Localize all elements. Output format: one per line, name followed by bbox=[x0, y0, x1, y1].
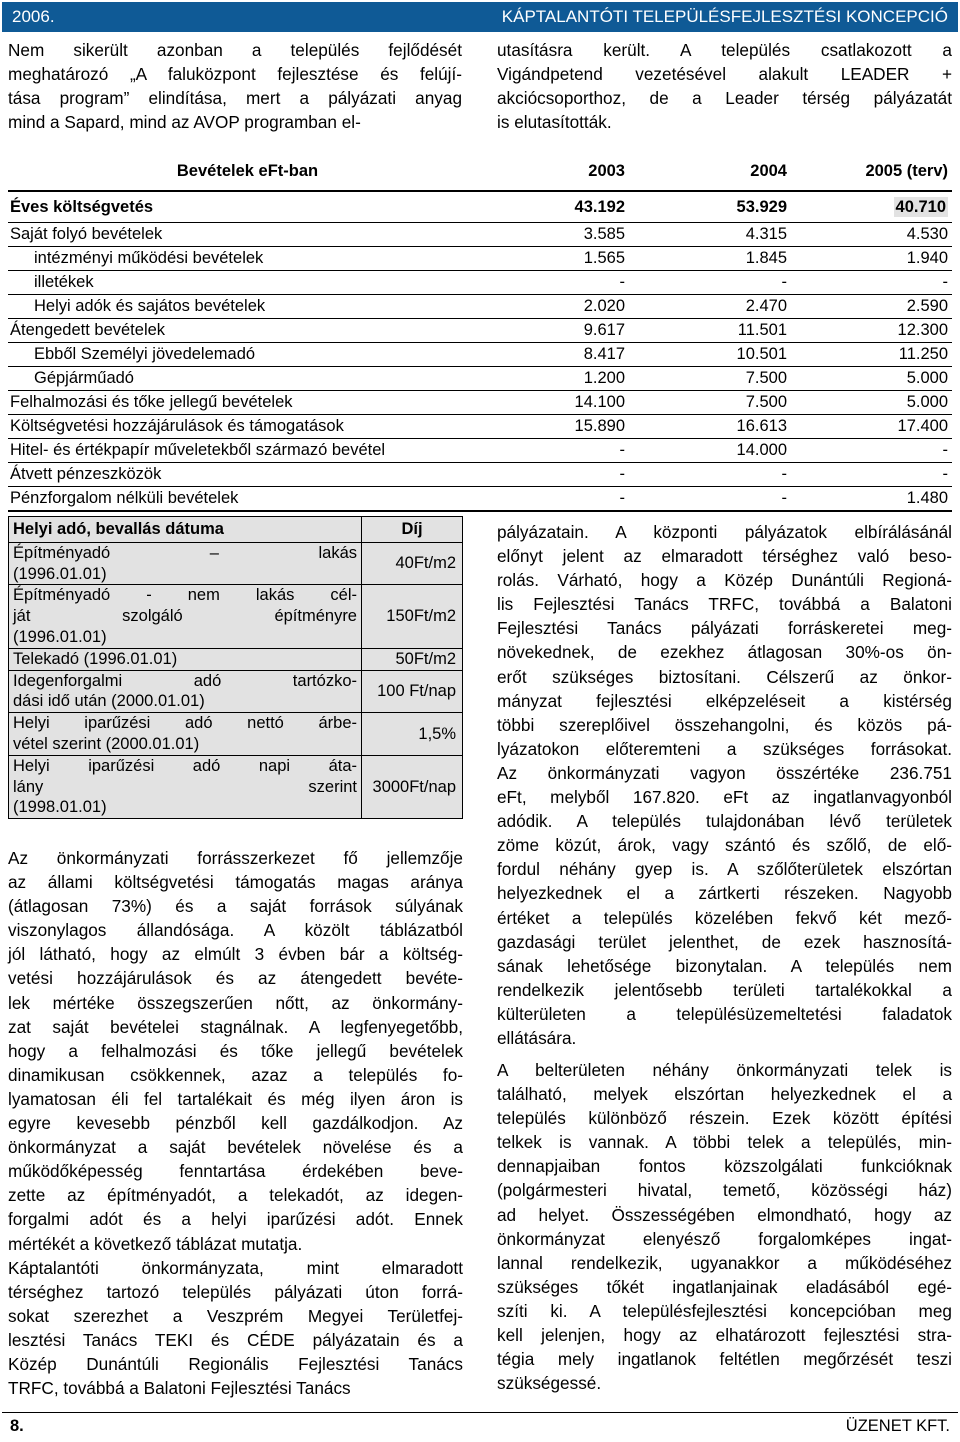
text-line: térséghez tartozó település pályázati úton forrá- bbox=[8, 1281, 463, 1302]
header-2005: 2005 (terv) bbox=[793, 152, 952, 191]
text-line: erőt szükséges biztosítani. Célszerű az önkor- bbox=[497, 666, 952, 687]
tax-name bbox=[9, 670, 362, 713]
text-line: viszonylagos állandósága. A közölt táblázatból bbox=[8, 920, 463, 941]
text-line: forgalmi adót és a helyi iparűzési adót. Ennek bbox=[8, 1209, 463, 1230]
text-line: szükségessé. bbox=[497, 1373, 602, 1394]
text-line: működőképesség fenntartása érdekében beve- bbox=[8, 1161, 463, 1182]
text-line: Káptalantóti önkormányzata, mint elmaradott bbox=[8, 1257, 463, 1278]
text-line: többi szereplőivel összehangolni, és közös pá- bbox=[497, 714, 952, 735]
text-line: zat saját bevételei stagnálnak. A legfenyegetőbb, bbox=[8, 1016, 463, 1037]
intro-left-paragraph bbox=[8, 38, 462, 134]
value-2004: 11.501 bbox=[631, 319, 793, 343]
tax-fee: 1,5% bbox=[362, 713, 463, 756]
publisher: ÜZENET KFT. bbox=[845, 1416, 950, 1435]
tax-row bbox=[9, 713, 463, 756]
tax-header-name: Helyi adó, bevallás dátuma bbox=[9, 517, 362, 543]
row-label: Ebből Személyi jövedelemadó bbox=[8, 343, 437, 367]
value-2005: 4.530 bbox=[793, 223, 952, 247]
value-2005: 5.000 bbox=[793, 367, 952, 391]
value-2005: 11.250 bbox=[793, 343, 952, 367]
revenue-total-row bbox=[8, 191, 952, 223]
text-line: szíti ki. A településfejlesztési koncepcióban meg bbox=[497, 1300, 952, 1321]
tax-name bbox=[9, 542, 362, 585]
row-label: Átvett pénzeszközök bbox=[8, 463, 437, 487]
value-2003: 8.417 bbox=[437, 343, 631, 367]
row-label: illetékek bbox=[8, 271, 437, 295]
value-2003: - bbox=[437, 439, 631, 463]
text-line: (átlagosan 73%) és a saját források súlyának bbox=[8, 896, 463, 917]
value-2005: 1.480 bbox=[793, 487, 952, 512]
row-label: Pénzforgalom nélküli bevételek bbox=[8, 487, 437, 512]
text-line: önkormányzat elenyésző forgalomképes ingat- bbox=[497, 1228, 952, 1249]
text-line: növekednek, de ezekhez átlagosan 30%-os ön- bbox=[497, 642, 952, 663]
text-line: Az önkormányzati forrásszerkezet fő jellemzője bbox=[8, 848, 463, 868]
page-footer bbox=[2, 1412, 958, 1439]
text-line: vetési hozzájárulások és az átengedett bevéte- bbox=[8, 968, 463, 989]
text-line: szükséges tőkét ingatlanjainak eladásából egé- bbox=[497, 1276, 952, 1297]
text-line: tégia mely ingatlanok feltétlen megőrzését teszi bbox=[497, 1349, 952, 1370]
text-line: is elutasították. bbox=[497, 112, 612, 133]
value-2003: - bbox=[437, 463, 631, 487]
table-row bbox=[8, 487, 952, 512]
tax-header-fee: Díj bbox=[362, 517, 463, 543]
total-2003: 43.192 bbox=[437, 191, 631, 223]
value-2004: - bbox=[631, 271, 793, 295]
table-row bbox=[8, 271, 952, 295]
left-body-paragraph bbox=[8, 846, 463, 1400]
total-2004: 53.929 bbox=[631, 191, 793, 223]
value-2005: 5.000 bbox=[793, 391, 952, 415]
text-line: utasításra került. A település csatlakozott a bbox=[497, 40, 952, 60]
text-line: fordul néhány gyep is. A szőlőterületek elszórtan bbox=[497, 859, 952, 880]
text-line: meghatározó „A faluközpont fejlesztése és felújí- bbox=[8, 64, 462, 85]
tax-name-line: Helyi iparűzési adó nettó árbe- bbox=[13, 714, 357, 733]
value-2005: 17.400 bbox=[793, 415, 952, 439]
value-2004: - bbox=[631, 487, 793, 512]
tax-name-line: ját szolgáló építményre bbox=[13, 607, 357, 626]
header-2003: 2003 bbox=[437, 152, 631, 191]
text-line: egyre kevesebb pénzből kell gazdálkodjon. Az bbox=[8, 1113, 463, 1134]
text-line: lek mértéke összegszerűen nőtt, az önkormány- bbox=[8, 992, 463, 1013]
value-2003: - bbox=[437, 271, 631, 295]
tax-table-header bbox=[9, 517, 463, 543]
value-2005: - bbox=[793, 463, 952, 487]
tax-name-line: Építményadó - nem lakás cél- bbox=[13, 586, 357, 605]
revenue-table bbox=[8, 152, 952, 512]
table-row bbox=[8, 439, 952, 463]
total-2005 bbox=[793, 191, 952, 223]
tax-fee: 150Ft/m2 bbox=[362, 585, 463, 648]
value-2003: - bbox=[437, 487, 631, 512]
value-2003: 3.585 bbox=[437, 223, 631, 247]
value-2004: 2.470 bbox=[631, 295, 793, 319]
value-2003: 1.565 bbox=[437, 247, 631, 271]
text-line: jól látható, hogy az elmúlt 3 évben bár a költség- bbox=[8, 944, 463, 965]
right-body-paragraph-1 bbox=[497, 520, 952, 1050]
text-line: gazdasági terület jelenthet, de ezek hasznosítá- bbox=[497, 931, 952, 952]
text-line: rolás. Várható, hogy a Közép Dunántúli Regioná- bbox=[497, 570, 952, 591]
intro-right-paragraph bbox=[497, 38, 952, 134]
text-line: lyázatokon előteremteni a szükséges forrásokat. bbox=[497, 738, 952, 759]
value-2004: 7.500 bbox=[631, 391, 793, 415]
tax-row bbox=[9, 585, 463, 648]
value-2005: 2.590 bbox=[793, 295, 952, 319]
text-line: sának lehetősége bizonytalan. A település nem bbox=[497, 955, 952, 976]
row-label: intézményi működési bevételek bbox=[8, 247, 437, 271]
tax-name bbox=[9, 585, 362, 648]
value-2005: 12.300 bbox=[793, 319, 952, 343]
text-line: rendelkezik jelentősebb területi tartalékokkal a bbox=[497, 979, 952, 1000]
value-2004: 10.501 bbox=[631, 343, 793, 367]
text-line: Az önkormányzati vagyon összértéke 236.751 bbox=[497, 762, 952, 783]
text-line: (polgármesteri hivatal, temető, közösségi ház) bbox=[497, 1180, 952, 1201]
tax-name-line: (1998.01.01) bbox=[13, 798, 107, 817]
table-row bbox=[8, 247, 952, 271]
tax-name bbox=[9, 713, 362, 756]
table-row bbox=[8, 223, 952, 247]
text-line: zöme közút, árok, vagy szántó és szőlő, de elő- bbox=[497, 835, 952, 856]
table-row bbox=[8, 415, 952, 439]
revenue-table-header bbox=[8, 152, 952, 191]
text-line: mértékét a következő táblázat mutatja. bbox=[8, 1233, 303, 1254]
value-2003: 15.890 bbox=[437, 415, 631, 439]
header-2004: 2004 bbox=[631, 152, 793, 191]
local-tax-table bbox=[8, 516, 463, 819]
tax-name bbox=[9, 648, 362, 670]
text-line: ad helyet. Összességében elmondható, hogy az bbox=[497, 1204, 952, 1225]
text-line: hogy a felhalmozási és tőke jellegű bevételek bbox=[8, 1040, 463, 1061]
row-label: Átengedett bevételek bbox=[8, 319, 437, 343]
tax-name bbox=[9, 755, 362, 818]
text-line: kell jelenjen, hogy az elhatározott fejlesztési stra- bbox=[497, 1325, 952, 1346]
value-2004: 7.500 bbox=[631, 367, 793, 391]
text-line: akciócsoporthoz, de a Leader térség pályázatát bbox=[497, 88, 952, 109]
text-line: pályázatain. A központi pályázatok elbírálásánál bbox=[497, 522, 952, 542]
tax-row bbox=[9, 648, 463, 670]
tax-row bbox=[9, 542, 463, 585]
row-label: Költségvetési hozzájárulások és támogatások bbox=[8, 415, 437, 439]
text-line: található, melyek elszórtan helyezkednek el a bbox=[497, 1084, 952, 1105]
value-2003: 1.200 bbox=[437, 367, 631, 391]
tax-name-line: (1996.01.01) bbox=[13, 564, 107, 583]
right-body-paragraph-2 bbox=[497, 1058, 952, 1395]
tax-fee: 3000Ft/nap bbox=[362, 755, 463, 818]
text-line: eFt, melyből 167.820. eFt az ingatlanvagyonból bbox=[497, 787, 952, 808]
text-line: dinamikusan csökkennek, azaz a település fo- bbox=[8, 1064, 463, 1085]
value-2004: 4.315 bbox=[631, 223, 793, 247]
text-line: mányzat fejlesztési elképzeléseit a kistérség bbox=[497, 690, 952, 711]
text-line: lesztési Tanács TEKI és CÉDE pályázatain és a bbox=[8, 1329, 463, 1350]
table-row bbox=[8, 463, 952, 487]
row-label: Felhalmozási és tőke jellegű bevételek bbox=[8, 391, 437, 415]
text-line: település különböző részein. Ezek között építési bbox=[497, 1108, 952, 1129]
tax-name-line: (1996.01.01) bbox=[13, 627, 107, 646]
text-line: Vigándpetend vezetésével alakult LEADER + bbox=[497, 64, 952, 85]
value-2005: - bbox=[793, 439, 952, 463]
text-line: az állami költségvetési támogatás magas aránya bbox=[8, 872, 463, 893]
text-line: lannal rendelkezik, ugyanakkor a működéséhez bbox=[497, 1252, 952, 1273]
text-line: önkormányzat a saját bevételek növelése és a bbox=[8, 1137, 463, 1158]
text-line: külterületen a településüzemeltetési faladatok bbox=[497, 1003, 952, 1024]
text-line: tása program” elindítása, mert a pályázati anyag bbox=[8, 88, 462, 109]
value-2004: 14.000 bbox=[631, 439, 793, 463]
table-row bbox=[8, 343, 952, 367]
value-2003: 2.020 bbox=[437, 295, 631, 319]
page-header bbox=[2, 2, 958, 32]
text-line: adódik. A település tulajdonában lévő területek bbox=[497, 811, 952, 832]
text-line: értéket a település közelében fekvő két mező- bbox=[497, 907, 952, 928]
value-2004: 16.613 bbox=[631, 415, 793, 439]
tax-name-line: vétel szerint (2000.01.01) bbox=[13, 734, 200, 753]
text-line: zette az építményadót, a telekadót, az idegen- bbox=[8, 1185, 463, 1206]
row-label: Hitel- és értékpapír műveletekből származó bevétel bbox=[8, 439, 437, 463]
tax-fee: 100 Ft/nap bbox=[362, 670, 463, 713]
text-line: Fejlesztési Tanács pályázati forráskeretei meg- bbox=[497, 618, 952, 639]
text-line: A belterületen néhány önkormányzati telek is bbox=[497, 1060, 952, 1080]
header-label: Bevételek eFt-ban bbox=[8, 152, 437, 191]
header-year: 2006. bbox=[12, 7, 55, 26]
tax-name-line: Telekadó (1996.01.01) bbox=[13, 649, 178, 668]
value-2005: - bbox=[793, 271, 952, 295]
value-2003: 14.100 bbox=[437, 391, 631, 415]
row-label: Helyi adók és sajátos bevételek bbox=[8, 295, 437, 319]
text-line: lis Fejlesztési Tanács TRFC, továbbá a Balatoni bbox=[497, 594, 952, 615]
tax-name-line: dási idő után (2000.01.01) bbox=[13, 692, 205, 711]
text-line: Nem sikerült azonban a település fejlődését bbox=[8, 40, 462, 60]
text-line: sokat szerezhet a Veszprém Megyei Területfej- bbox=[8, 1305, 463, 1326]
page-number: 8. bbox=[10, 1416, 24, 1435]
value-2003: 9.617 bbox=[437, 319, 631, 343]
tax-row bbox=[9, 670, 463, 713]
tax-row bbox=[9, 755, 463, 818]
text-line: Közép Dunántúli Regionális Fejlesztési Tanács bbox=[8, 1353, 463, 1374]
value-2004: 1.845 bbox=[631, 247, 793, 271]
table-row bbox=[8, 319, 952, 343]
value-2005: 1.940 bbox=[793, 247, 952, 271]
text-line: dennapjaiban fontos közszolgálati funkcióknak bbox=[497, 1156, 952, 1177]
tax-name-line: Helyi iparűzési adó napi áta- bbox=[13, 756, 357, 775]
table-row bbox=[8, 367, 952, 391]
text-line: ellátására. bbox=[497, 1027, 577, 1048]
row-label: Gépjárműadó bbox=[8, 367, 437, 391]
total-label: Éves költségvetés bbox=[8, 191, 437, 223]
text-line: mind a Sapard, mind az AVOP programban el- bbox=[8, 112, 361, 133]
tax-fee: 50Ft/m2 bbox=[362, 648, 463, 670]
header-title: KÁPTALANTÓTI TELEPÜLÉSFEJLESZTÉSI KONCEPCIÓ bbox=[501, 7, 948, 26]
text-line: helyezkednek el a zártkerti részeken. Nagyobb bbox=[497, 883, 952, 904]
text-line: lyamatosan éli fel tartalékait és még ilyen áron is bbox=[8, 1088, 463, 1109]
tax-name-line: Idegenforgalmi adó tartózko- bbox=[13, 671, 357, 690]
text-line: előnyt jelent az elmaradott térséghez való beso- bbox=[497, 546, 952, 567]
table-row bbox=[8, 295, 952, 319]
row-label: Saját folyó bevételek bbox=[8, 223, 437, 247]
text-line: TRFC, továbbá a Balatoni Fejlesztési Tanács bbox=[8, 1378, 351, 1399]
total-2005-value: 40.710 bbox=[895, 197, 946, 216]
text-line: telkek is vannak. A többi telek a település, min- bbox=[497, 1132, 952, 1153]
value-2004: - bbox=[631, 463, 793, 487]
table-row bbox=[8, 391, 952, 415]
tax-name-line: Építményadó – lakás bbox=[13, 543, 357, 562]
tax-name-line: lány szerint bbox=[13, 777, 357, 796]
tax-fee: 40Ft/m2 bbox=[362, 542, 463, 585]
